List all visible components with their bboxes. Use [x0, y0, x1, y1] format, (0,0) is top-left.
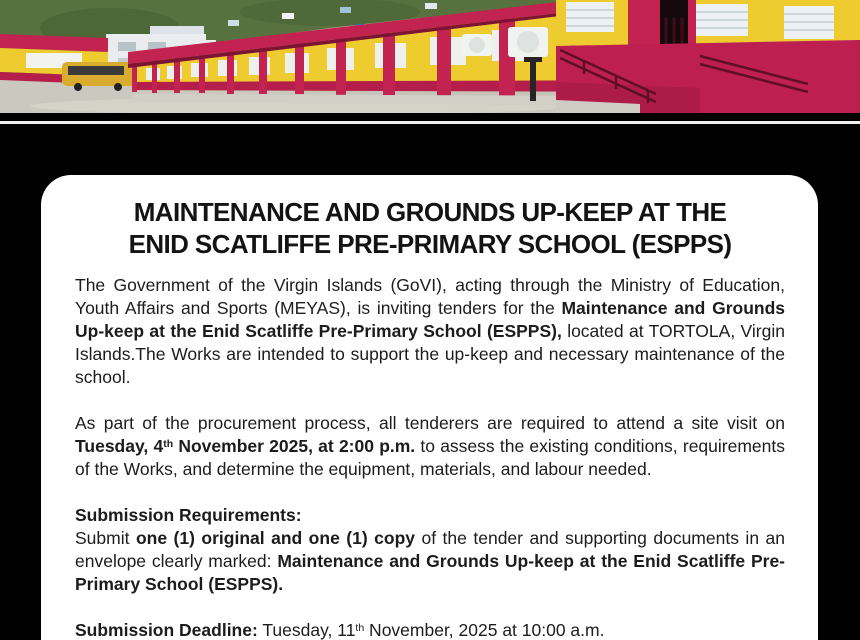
submission-requirements-heading: Submission Requirements:: [75, 505, 302, 525]
notice-title: [75, 196, 785, 260]
paragraph-submission-requirements: Submit one (1) original and one (1) copy of the tender and supporting documents in an envelope clearly marked: Maintenance and Grounds Up-keep at the Enid Scatliffe Pre-Primary School (ESPPS).: [75, 528, 786, 594]
paragraph-site-visit: As part of the procurement process, all tenderers are required to attend a site visit on Tuesday, 4th November 2025, at 2:00 p.m. to assess the existing conditions, requirements of the Works, and determine the equipment, materials, and labour needed.: [75, 413, 785, 479]
school-photo: [0, 0, 860, 113]
notice-title-line2: ENID SCATLIFFE PRE-PRIMARY SCHOOL (ESPPS): [128, 229, 732, 259]
school-photo-illustration: [0, 0, 860, 113]
paragraph-intro: The Government of the Virgin Islands (GoVI), acting through the Ministry of Education, Youth Affairs and Sports (MEYAS), is inviting tenders for the Maintenance and Grounds Up-keep at the Enid Scatliffe Pre-Primary School (ESPPS), located at TORTOLA, Virgin Islands.The Works are intended to support the up-keep and necessary maintenance of the school.: [75, 275, 785, 387]
notice-card: [41, 175, 818, 640]
photo-bottom-bar: [0, 113, 860, 121]
notice-area: [0, 124, 860, 640]
notice-title-line1: MAINTENANCE AND GROUNDS UP-KEEP AT THE: [133, 197, 727, 227]
near-wing: [556, 0, 860, 113]
paragraph-submission-deadline: Submission Deadline: Tuesday, 11th November, 2025 at 10:00 a.m.: [75, 620, 605, 640]
